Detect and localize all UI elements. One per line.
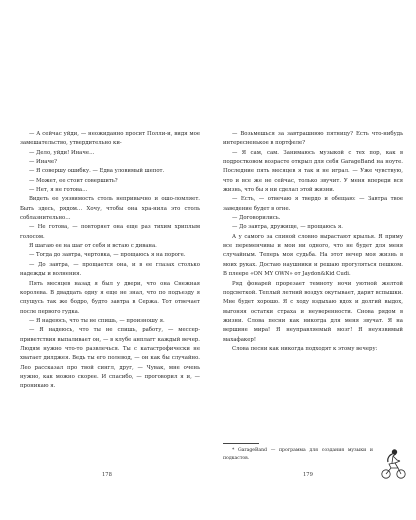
left-page-paragraph: — Тогда до завтра, чертовка, — прощаюсь я на пороге. xyxy=(29,252,186,259)
right-page-number: 179 xyxy=(303,472,313,478)
left-page-paragraph: — Я надеюсь, что ты не спишь, работу, — мессер-приветствия выпаливает он, — в клубе анплагг каждый вечер. Людям нужно что-то развлечься. Ты с катастрофически не хватает дилджея. Ведь ты его полевод, — он как бы случайно. Лео рассказал про твой сингл, друг, — Чувак, мне очень нужно, как можно скорее. И спасибо, — проговорил я и, — проникаю я. xyxy=(20,327,200,390)
left-page-text xyxy=(20,130,200,392)
right-page-paragraph: — Договорились. xyxy=(232,215,281,222)
right-page-paragraph: — Возьмешься за завтрашнюю пятницу? Есть что-нибудь интересненькое в портфеле? xyxy=(223,131,403,147)
left-page-paragraph: — Я надеюсь, что ты не спишь, — произношу я. xyxy=(29,317,165,324)
left-page-paragraph: Пять месяцев назад я был у двери, что она Снежная королева. В двадцать одну я еще не знал, что по подъезду я спущусь так же бодро, будто завтра в Сержа. Тот отвечает после первого гудка. xyxy=(20,280,200,315)
left-page-paragraph: — Иначе? xyxy=(29,159,58,166)
right-page-text xyxy=(223,130,403,354)
left-page-paragraph: Видеть ее уязвимость столь непривычно и ошо-ломляет. Быть здесь, рядом… Хочу, чтобы она хра-нила это столь соблазнительно… xyxy=(20,196,200,222)
left-page-number: 178 xyxy=(102,472,112,478)
left-page-paragraph: — Я совершу ошибку. — Едва уловимый шепот. xyxy=(29,168,165,175)
right-page-paragraph: — Есть, — отвечаю я твердо и обещаю: — Завтра твое заведение будет в огне. xyxy=(223,196,403,212)
left-page-paragraph: — Не готова, — повторяет она еще раз тихим хриплым голосом. xyxy=(20,224,200,240)
right-page-paragraph: А у самого за спиной словно вырастают крылья. Я приму все переменчивы и мои ни одного, что не будет для меня случайным. Теперь моя судьба. На этот вечер моя жизнь в моих руках. Достаю наушники и решаю прогуляться пешком. В плеере «ON MY OWN» от Jaydon&Kid Cudi. xyxy=(223,233,403,278)
left-page-paragraph: — А сейчас уйди, — неожиданно просит Полли-и, видя мое замешательство, утвердительно ки- xyxy=(20,131,200,147)
right-page-paragraph: Слова песни как никогда подходят к этому вечеру: xyxy=(232,345,378,352)
left-page-paragraph: — Может, ее стоит совершить? xyxy=(29,177,118,184)
left-page-paragraph: — До завтра, — прощается она, и в ее глазах столько надежды и волнения. xyxy=(20,261,200,278)
left-page-paragraph: — Нет, я не готова… xyxy=(29,187,88,194)
footnote-divider xyxy=(223,443,259,444)
girl-on-motorcycle-illustration xyxy=(378,446,408,480)
right-page-paragraph: Ряд фонарей прорезает темноту ночи уютной желтой подсветкой. Теплый летний воздух окутывает, дарит вспышки. Мне будет хорошо. Я с ходу вздыхаю вдох и долгий выдох, выгоняя остатки страха и неуверенности. Снова рядом в жизни. Слова песни как никогда для меня звучат. Я на вершине мира! Я неуправляемый мозг! Я неуязвимый махафакер! xyxy=(223,280,403,343)
right-page-paragraph: — Я сам, сам. Занимаюсь музыкой с тех пор, как в подростковом возрасте открыл для себя GarageBand на ноуте. Последние пять месяцев я так и не играл. — Уже чувствую, что и все же не сейчас, только звучит. У меня впереди вся жизнь, что бы я ни сделал этой жизни. xyxy=(223,149,403,194)
footnote xyxy=(223,447,373,462)
left-page-paragraph: Я шагаю ее на шаг от себя и встаю с дивана. xyxy=(29,243,157,250)
right-page-paragraph: — До завтра, дружище, — прощаюсь я. xyxy=(232,224,343,231)
left-page-paragraph: — Дело, уйди! Иначе… xyxy=(29,149,95,156)
footnote-text: * GarageBand — программа для создания музыки и подкастов. xyxy=(223,448,373,461)
